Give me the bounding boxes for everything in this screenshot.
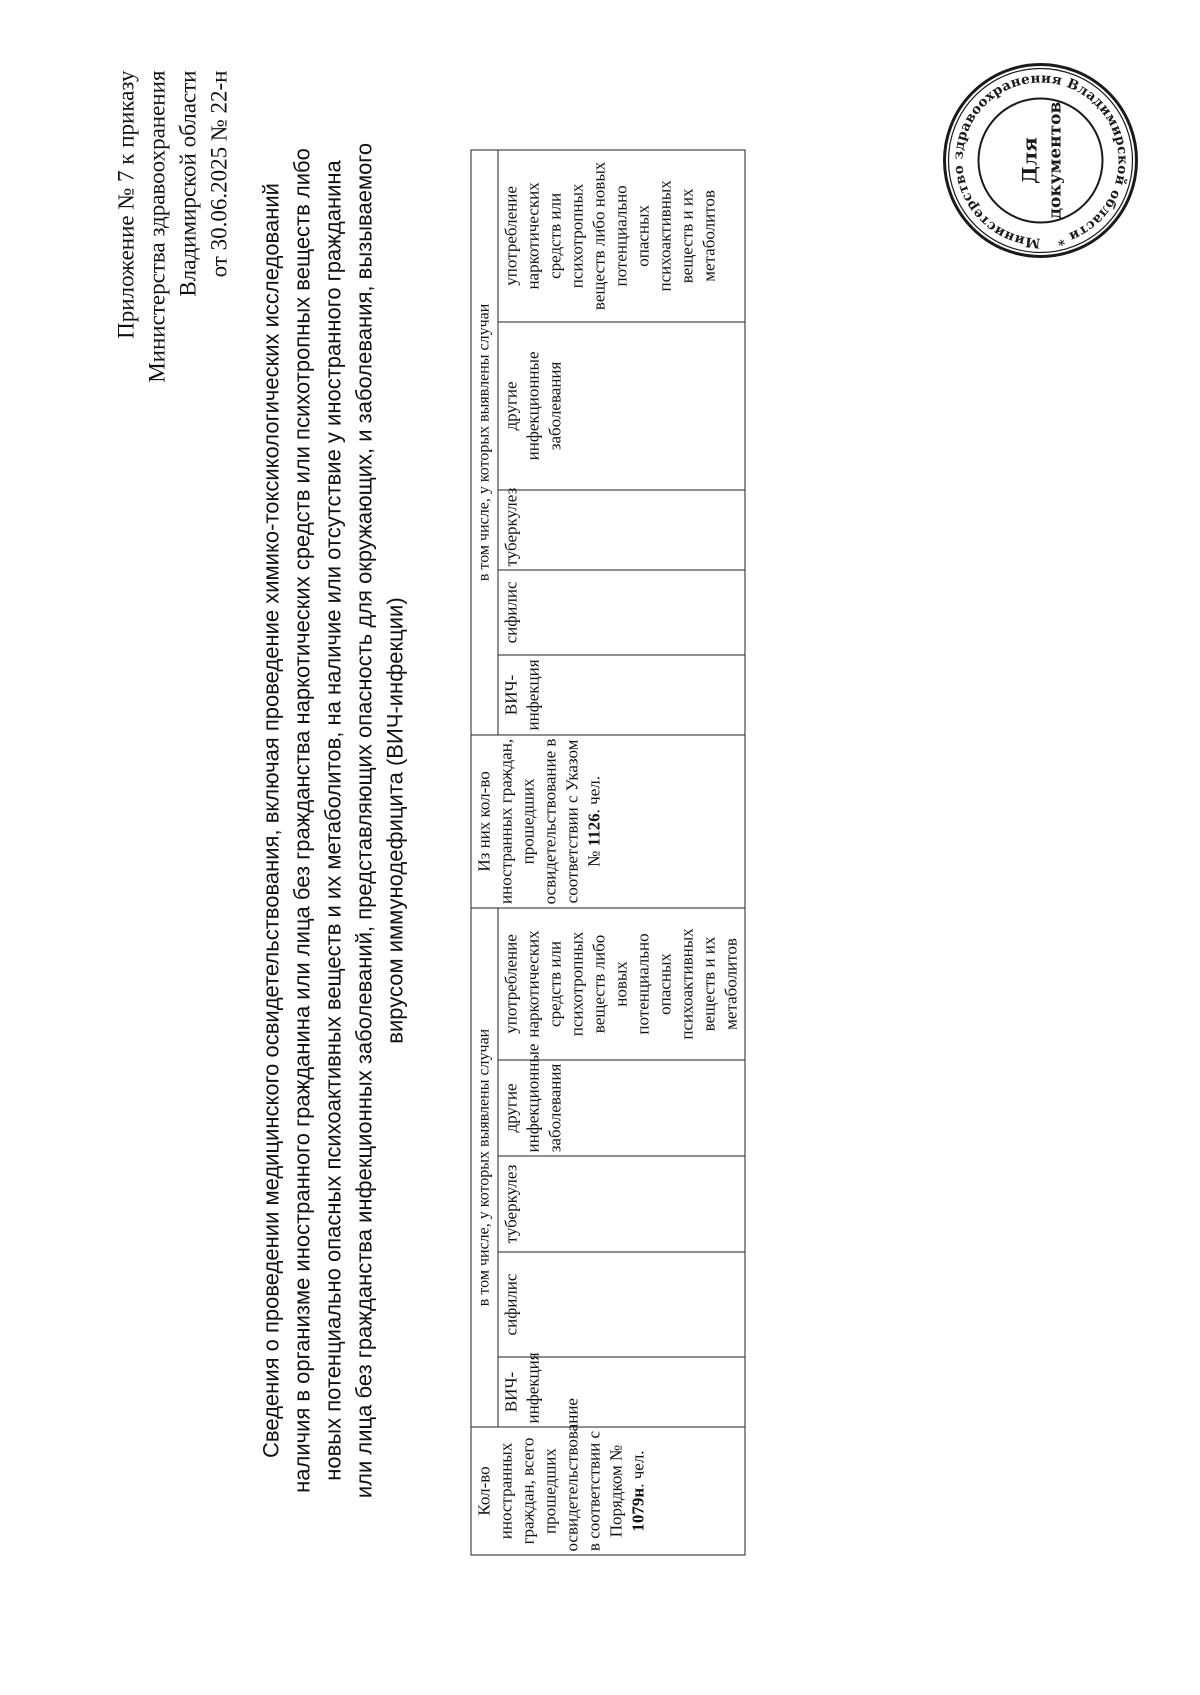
statistics-table [470, 149, 745, 1555]
appendix-block [110, 70, 234, 382]
heading-line: Сведения о проведении медицинского освидетельствования, включая проведение химико-токсикологических исследований [258, 182, 283, 1458]
unit-label: . чел. [584, 775, 603, 813]
column-header-hiv: ВИЧ-инфекция [498, 654, 745, 734]
column-header-drug-use: употребление наркотических средств или психотропных веществ либо новых потенциально опасных психоактивных веществ и их метаболитов [498, 149, 745, 321]
stamp-ring-text: Министерство здравоохранения Владимирской области * [949, 69, 1131, 251]
appendix-line: от 30.06.2025 № 22-н [206, 70, 231, 277]
appendix-line: Министерства здравоохранения [144, 70, 169, 383]
column-header-drug-use: употребление наркотических средств или психотропных веществ либо новых потенциально опасных психоактивных веществ и их метаболитов [498, 907, 745, 1059]
column-header-tuberculosis: туберкулез [498, 489, 745, 569]
stamp-center-line: Для [1017, 136, 1041, 184]
column-header-hiv: ВИЧ-инфекция [498, 1357, 745, 1427]
appendix-line: Владимирской области [175, 70, 200, 297]
stamp-center-line: документов [1045, 101, 1065, 219]
unit-label: . чел. [628, 1449, 647, 1488]
total-examined-header [471, 1397, 745, 1555]
heading-line: вирусом иммунодефицита (ВИЧ-инфекции) [382, 596, 407, 1044]
order-number: 1079н [628, 1487, 647, 1532]
appendix-line: Приложение № 7 к приказу [113, 70, 138, 339]
decree-examined-header [471, 734, 745, 907]
column-header-tuberculosis: туберкулез [498, 1156, 745, 1252]
decree-number: 1126 [584, 812, 603, 846]
total-examined-text: Кол-во иностранных граждан, всего прошедших освидетельствование в соответствии с Порядком № [474, 1397, 625, 1551]
column-header-other-infections: другие инфекционные заболевания [498, 1060, 745, 1156]
heading-line: или лица без гражданства инфекционных заболеваний, представляющих опасность для окружающих, и заболевания, вызываемого [351, 142, 376, 1498]
cases-group-header: в том числе, у которых выявлены случаи [471, 907, 498, 1426]
official-stamp [940, 60, 1140, 260]
heading-line: новых потенциально опасных психоактивных веществ и их метаболитов, на наличие или отсутствие у иностранного гражданина [320, 159, 345, 1481]
decree-examined-text: Из них кол-во иностранных граждан, прошедших освидетельствование в соответствии с Указом № [474, 738, 603, 904]
column-header-other-infections: другие инфекционные заболевания [498, 321, 745, 489]
heading-line: наличия в организме иностранного гражданина или лица без гражданства наркотических средств или психотропных веществ либо [289, 147, 314, 1493]
document-heading [255, 85, 410, 1555]
column-header-syphilis: сифилис [498, 1252, 745, 1357]
cases-group-header: в том числе, у которых выявлены случаи [471, 149, 498, 734]
column-header-syphilis: сифилис [498, 569, 745, 654]
